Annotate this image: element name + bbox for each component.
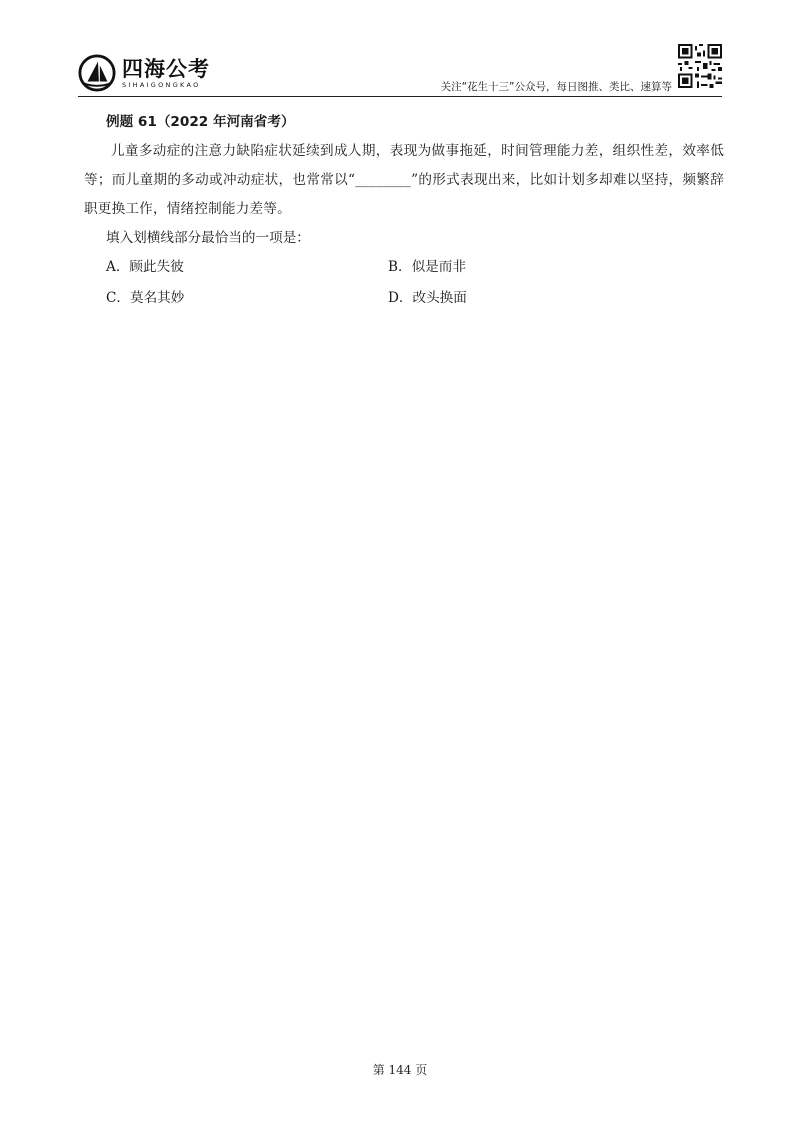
question-block — [84, 108, 724, 313]
question-paragraph: 儿童多动症的注意力缺陷症状延续到成人期，表现为做事拖延，时间管理能力差，组织性差，效率低等；而儿童期的多动或冲动症状，也常常以“________”的形式表现出来，比如计划多却难以坚持，频繁辞职更换工作，情绪控制能力差等。 — [84, 143, 724, 217]
option-b: B．似是而非 — [388, 259, 466, 275]
header-note: 关注“花生十三”公众号，每日图推、类比、速算等 — [440, 81, 672, 93]
option-c: C．莫名其妙 — [106, 290, 185, 306]
brand-logo — [78, 54, 210, 92]
option-a: A．顾此失彼 — [106, 259, 184, 275]
page-number: 第 144 页 — [372, 1063, 428, 1077]
question-prompt: 填入划横线部分最恰当的一项是： — [106, 230, 310, 246]
logo-chinese-text: 四海公考 — [122, 56, 210, 81]
option-d: D．改头换面 — [388, 290, 467, 306]
logo-english-text: SIHAIGONGKAO — [122, 80, 201, 89]
header-divider — [78, 96, 722, 97]
qr-code-icon — [678, 44, 722, 88]
answer-options — [84, 253, 724, 313]
question-title: 例题 61（2022 年河南省考） — [106, 114, 295, 130]
sailboat-logo-icon — [78, 54, 116, 92]
page-header — [78, 44, 722, 98]
